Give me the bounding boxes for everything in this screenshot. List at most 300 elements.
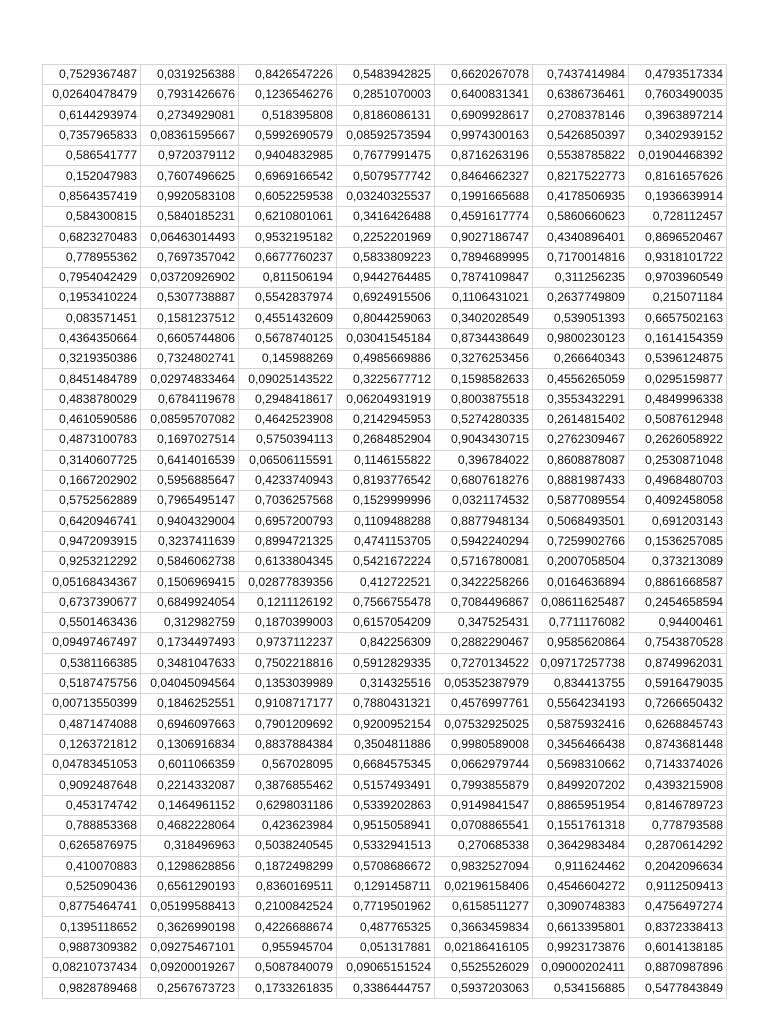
table-cell[interactable]: 0,7502218816 bbox=[239, 653, 337, 673]
table-cell[interactable]: 0,9920583108 bbox=[141, 186, 239, 206]
table-cell[interactable]: 0,8775464741 bbox=[43, 897, 141, 917]
table-cell[interactable]: 0,8044259063 bbox=[337, 308, 435, 328]
table-cell[interactable]: 0,8564357419 bbox=[43, 186, 141, 206]
table-cell[interactable]: 0,6784119678 bbox=[141, 389, 239, 409]
table-cell[interactable]: 0,5542837974 bbox=[239, 288, 337, 308]
table-cell[interactable]: 0,1870399003 bbox=[239, 613, 337, 633]
table-cell[interactable]: 0,1733261835 bbox=[239, 978, 337, 998]
table-cell[interactable]: 0,6386736461 bbox=[533, 85, 629, 105]
table-cell[interactable]: 0,2100842524 bbox=[239, 897, 337, 917]
table-cell[interactable]: 0,4226688674 bbox=[239, 917, 337, 937]
table-cell[interactable]: 0,4591617774 bbox=[435, 207, 533, 227]
table-cell[interactable]: 0,6268845743 bbox=[629, 714, 727, 734]
table-cell[interactable]: 0,2007058504 bbox=[533, 552, 629, 572]
table-cell[interactable]: 0,2882290467 bbox=[435, 633, 533, 653]
table-cell[interactable]: 0,347525431 bbox=[435, 613, 533, 633]
table-cell[interactable]: 0,08595707082 bbox=[141, 410, 239, 430]
table-cell[interactable]: 0,05199588413 bbox=[141, 897, 239, 917]
table-cell[interactable]: 0,5942240294 bbox=[435, 531, 533, 551]
table-cell[interactable]: 0,6807618276 bbox=[435, 470, 533, 490]
table-cell[interactable]: 0,5937203063 bbox=[435, 978, 533, 998]
table-cell[interactable]: 0,9404329004 bbox=[141, 511, 239, 531]
table-cell[interactable]: 0,8003875518 bbox=[435, 389, 533, 409]
table-cell[interactable]: 0,09000202411 bbox=[533, 958, 629, 978]
table-cell[interactable]: 0,2252201969 bbox=[337, 227, 435, 247]
table-cell[interactable]: 0,4756497274 bbox=[629, 897, 727, 917]
table-cell[interactable]: 0,5483942825 bbox=[337, 65, 435, 85]
table-cell[interactable]: 0,94400461 bbox=[629, 613, 727, 633]
table-cell[interactable]: 0,7894689995 bbox=[435, 247, 533, 267]
table-cell[interactable]: 0,4985669886 bbox=[337, 349, 435, 369]
table-cell[interactable]: 0,2454658594 bbox=[629, 592, 727, 612]
table-cell[interactable]: 0,788853368 bbox=[43, 815, 141, 835]
table-cell[interactable]: 0,04045094564 bbox=[141, 673, 239, 693]
table-cell[interactable]: 0,9112509413 bbox=[629, 876, 727, 896]
table-cell[interactable]: 0,08361595667 bbox=[141, 125, 239, 145]
table-cell[interactable]: 0,2684852904 bbox=[337, 430, 435, 450]
table-cell[interactable]: 0,1581237512 bbox=[141, 308, 239, 328]
table-cell[interactable]: 0,266640343 bbox=[533, 349, 629, 369]
table-cell[interactable]: 0,5079577742 bbox=[337, 166, 435, 186]
table-cell[interactable]: 0,8608878087 bbox=[533, 450, 629, 470]
table-cell[interactable]: 0,3963897214 bbox=[629, 105, 727, 125]
table-cell[interactable]: 0,3386444757 bbox=[337, 978, 435, 998]
table-cell[interactable]: 0,842256309 bbox=[337, 633, 435, 653]
table-cell[interactable]: 0,6052259538 bbox=[239, 186, 337, 206]
table-cell[interactable]: 0,9404832985 bbox=[239, 146, 337, 166]
table-cell[interactable]: 0,6957200793 bbox=[239, 511, 337, 531]
table-cell[interactable]: 0,6909928617 bbox=[435, 105, 533, 125]
table-cell[interactable]: 0,06204931919 bbox=[337, 389, 435, 409]
table-cell[interactable]: 0,5068493501 bbox=[533, 511, 629, 531]
table-cell[interactable]: 0,9720379112 bbox=[141, 146, 239, 166]
table-cell[interactable]: 0,314325516 bbox=[337, 673, 435, 693]
table-cell[interactable]: 0,6684575345 bbox=[337, 755, 435, 775]
table-cell[interactable]: 0,9974300163 bbox=[435, 125, 533, 145]
table-cell[interactable]: 0,01904468392 bbox=[629, 146, 727, 166]
table-cell[interactable]: 0,3219350386 bbox=[43, 349, 141, 369]
table-cell[interactable]: 0,811506194 bbox=[239, 267, 337, 287]
table-cell[interactable]: 0,5992690579 bbox=[239, 125, 337, 145]
table-cell[interactable]: 0,9832527094 bbox=[435, 856, 533, 876]
table-cell[interactable]: 0,9585620864 bbox=[533, 633, 629, 653]
table-cell[interactable]: 0,487765325 bbox=[337, 917, 435, 937]
table-cell[interactable]: 0,7993855879 bbox=[435, 775, 533, 795]
table-cell[interactable]: 0,6613395801 bbox=[533, 917, 629, 937]
table-cell[interactable]: 0,5525526029 bbox=[435, 958, 533, 978]
table-cell[interactable]: 0,8861668587 bbox=[629, 572, 727, 592]
table-cell[interactable]: 0,2142945953 bbox=[337, 410, 435, 430]
table-cell[interactable]: 0,5307738887 bbox=[141, 288, 239, 308]
table-cell[interactable]: 0,02877839356 bbox=[239, 572, 337, 592]
table-cell[interactable]: 0,9472093915 bbox=[43, 531, 141, 551]
table-cell[interactable]: 0,0662979744 bbox=[435, 755, 533, 775]
table-cell[interactable]: 0,8464662327 bbox=[435, 166, 533, 186]
table-cell[interactable]: 0,7084496867 bbox=[435, 592, 533, 612]
table-cell[interactable]: 0,3090748383 bbox=[533, 897, 629, 917]
table-cell[interactable]: 0,2637749809 bbox=[533, 288, 629, 308]
table-cell[interactable]: 0,5912829335 bbox=[337, 653, 435, 673]
table-cell[interactable]: 0,8994721325 bbox=[239, 531, 337, 551]
table-cell[interactable]: 0,09497467497 bbox=[43, 633, 141, 653]
table-cell[interactable]: 0,1395118652 bbox=[43, 917, 141, 937]
table-cell[interactable]: 0,8870987896 bbox=[629, 958, 727, 978]
table-cell[interactable]: 0,6011066359 bbox=[141, 755, 239, 775]
table-cell[interactable]: 0,3225677712 bbox=[337, 369, 435, 389]
table-cell[interactable]: 0,1551761318 bbox=[533, 815, 629, 835]
table-cell[interactable]: 0,6144293974 bbox=[43, 105, 141, 125]
table-cell[interactable]: 0,8749962031 bbox=[629, 653, 727, 673]
table-cell[interactable]: 0,145988269 bbox=[239, 349, 337, 369]
table-cell[interactable]: 0,7324802741 bbox=[141, 349, 239, 369]
table-cell[interactable]: 0,6133804345 bbox=[239, 552, 337, 572]
table-cell[interactable]: 0,4551432609 bbox=[239, 308, 337, 328]
table-cell[interactable]: 0,7566755478 bbox=[337, 592, 435, 612]
table-cell[interactable]: 0,8372338413 bbox=[629, 917, 727, 937]
table-cell[interactable]: 0,5698310662 bbox=[533, 755, 629, 775]
table-cell[interactable]: 0,7954042429 bbox=[43, 267, 141, 287]
table-cell[interactable]: 0,1598582633 bbox=[435, 369, 533, 389]
table-cell[interactable]: 0,396784022 bbox=[435, 450, 533, 470]
table-cell[interactable]: 0,0164636894 bbox=[533, 572, 629, 592]
table-cell[interactable]: 0,3140607725 bbox=[43, 450, 141, 470]
table-cell[interactable]: 0,1291458711 bbox=[337, 876, 435, 896]
table-cell[interactable]: 0,8696520467 bbox=[629, 227, 727, 247]
table-cell[interactable]: 0,2530871048 bbox=[629, 450, 727, 470]
table-cell[interactable]: 0,5860660623 bbox=[533, 207, 629, 227]
table-cell[interactable]: 0,5538785822 bbox=[533, 146, 629, 166]
table-cell[interactable]: 0,7259902766 bbox=[533, 531, 629, 551]
table-cell[interactable]: 0,6620267078 bbox=[435, 65, 533, 85]
table-cell[interactable]: 0,5426850397 bbox=[533, 125, 629, 145]
table-cell[interactable]: 0,4838780029 bbox=[43, 389, 141, 409]
table-cell[interactable]: 0,7543870528 bbox=[629, 633, 727, 653]
table-cell[interactable]: 0,08210737434 bbox=[43, 958, 141, 978]
table-cell[interactable]: 0,5274280335 bbox=[435, 410, 533, 430]
table-cell[interactable]: 0,8837884384 bbox=[239, 734, 337, 754]
table-cell[interactable]: 0,6657502163 bbox=[629, 308, 727, 328]
table-cell[interactable]: 0,9442764485 bbox=[337, 267, 435, 287]
table-cell[interactable]: 0,1353039989 bbox=[239, 673, 337, 693]
table-cell[interactable]: 0,3276253456 bbox=[435, 349, 533, 369]
table-cell[interactable]: 0,9980589008 bbox=[435, 734, 533, 754]
table-cell[interactable]: 0,4871474088 bbox=[43, 714, 141, 734]
table-cell[interactable]: 0,4741153705 bbox=[337, 531, 435, 551]
table-cell[interactable]: 0,2870614292 bbox=[629, 836, 727, 856]
table-cell[interactable]: 0,5501463436 bbox=[43, 613, 141, 633]
table-cell[interactable]: 0,7603490035 bbox=[629, 85, 727, 105]
table-cell[interactable]: 0,3456466438 bbox=[533, 734, 629, 754]
table-cell[interactable]: 0,534156885 bbox=[533, 978, 629, 998]
table-cell[interactable]: 0,9318101722 bbox=[629, 247, 727, 267]
table-cell[interactable]: 0,9703960549 bbox=[629, 267, 727, 287]
table-cell[interactable]: 0,3553432291 bbox=[533, 389, 629, 409]
table-cell[interactable]: 0,4546604272 bbox=[533, 876, 629, 896]
table-cell[interactable]: 0,06506115591 bbox=[239, 450, 337, 470]
table-cell[interactable]: 0,4968480703 bbox=[629, 470, 727, 490]
table-cell[interactable]: 0,5339202863 bbox=[337, 795, 435, 815]
table-cell[interactable]: 0,2214332087 bbox=[141, 775, 239, 795]
table-cell[interactable]: 0,09065151524 bbox=[337, 958, 435, 978]
table-cell[interactable]: 0,1109488288 bbox=[337, 511, 435, 531]
table-cell[interactable]: 0,5396124875 bbox=[629, 349, 727, 369]
table-cell[interactable]: 0,02974833464 bbox=[141, 369, 239, 389]
table-cell[interactable]: 0,412722521 bbox=[337, 572, 435, 592]
table-cell[interactable]: 0,567028095 bbox=[239, 755, 337, 775]
table-cell[interactable]: 0,8881987433 bbox=[533, 470, 629, 490]
table-cell[interactable]: 0,6265876975 bbox=[43, 836, 141, 856]
table-cell[interactable]: 0,3422258266 bbox=[435, 572, 533, 592]
table-cell[interactable]: 0,0321174532 bbox=[435, 491, 533, 511]
table-cell[interactable]: 0,06463014493 bbox=[141, 227, 239, 247]
table-cell[interactable]: 0,8451484789 bbox=[43, 369, 141, 389]
table-cell[interactable]: 0,9737112237 bbox=[239, 633, 337, 653]
table-cell[interactable]: 0,5833809223 bbox=[337, 247, 435, 267]
table-cell[interactable]: 0,5750394113 bbox=[239, 430, 337, 450]
table-cell[interactable]: 0,6605744806 bbox=[141, 328, 239, 348]
table-cell[interactable]: 0,5716780081 bbox=[435, 552, 533, 572]
table-cell[interactable]: 0,09200019267 bbox=[141, 958, 239, 978]
table-cell[interactable]: 0,7170014816 bbox=[533, 247, 629, 267]
table-cell[interactable]: 0,7931426676 bbox=[141, 85, 239, 105]
table-cell[interactable]: 0,9887309382 bbox=[43, 937, 141, 957]
table-cell[interactable]: 0,9253212292 bbox=[43, 552, 141, 572]
table-cell[interactable]: 0,04783451053 bbox=[43, 755, 141, 775]
table-cell[interactable]: 0,152047983 bbox=[43, 166, 141, 186]
table-cell[interactable]: 0,6849924054 bbox=[141, 592, 239, 612]
table-cell[interactable]: 0,1536257085 bbox=[629, 531, 727, 551]
table-cell[interactable]: 0,6946097663 bbox=[141, 714, 239, 734]
table-cell[interactable]: 0,9149841547 bbox=[435, 795, 533, 815]
table-cell[interactable]: 0,911624462 bbox=[533, 856, 629, 876]
table-cell[interactable]: 0,691203143 bbox=[629, 511, 727, 531]
table-cell[interactable]: 0,312982759 bbox=[141, 613, 239, 633]
table-cell[interactable]: 0,7880431321 bbox=[337, 694, 435, 714]
table-cell[interactable]: 0,6210801061 bbox=[239, 207, 337, 227]
table-cell[interactable]: 0,1211126192 bbox=[239, 592, 337, 612]
table-cell[interactable]: 0,1936639914 bbox=[629, 186, 727, 206]
table-cell[interactable]: 0,8186086131 bbox=[337, 105, 435, 125]
table-cell[interactable]: 0,5877089554 bbox=[533, 491, 629, 511]
table-cell[interactable]: 0,09275467101 bbox=[141, 937, 239, 957]
table-cell[interactable]: 0,7036257568 bbox=[239, 491, 337, 511]
table-cell[interactable]: 0,03720926902 bbox=[141, 267, 239, 287]
table-cell[interactable]: 0,03240325537 bbox=[337, 186, 435, 206]
table-cell[interactable]: 0,0319256388 bbox=[141, 65, 239, 85]
table-cell[interactable]: 0,3504811886 bbox=[337, 734, 435, 754]
table-cell[interactable]: 0,1146155822 bbox=[337, 450, 435, 470]
table-cell[interactable]: 0,3416426488 bbox=[337, 207, 435, 227]
table-cell[interactable]: 0,4793517334 bbox=[629, 65, 727, 85]
table-cell[interactable]: 0,318496963 bbox=[141, 836, 239, 856]
table-cell[interactable]: 0,07532925025 bbox=[435, 714, 533, 734]
table-cell[interactable]: 0,423623984 bbox=[239, 815, 337, 835]
table-cell[interactable]: 0,09025143522 bbox=[239, 369, 337, 389]
table-cell[interactable]: 0,778955362 bbox=[43, 247, 141, 267]
table-cell[interactable]: 0,5956885647 bbox=[141, 470, 239, 490]
table-cell[interactable]: 0,5381166385 bbox=[43, 653, 141, 673]
table-cell[interactable]: 0,02186416105 bbox=[435, 937, 533, 957]
table-cell[interactable]: 0,6420946741 bbox=[43, 511, 141, 531]
table-cell[interactable]: 0,1667202902 bbox=[43, 470, 141, 490]
table-cell[interactable]: 0,7529367487 bbox=[43, 65, 141, 85]
table-cell[interactable]: 0,2734929081 bbox=[141, 105, 239, 125]
table-cell[interactable]: 0,8426547226 bbox=[239, 65, 337, 85]
table-cell[interactable]: 0,05168434367 bbox=[43, 572, 141, 592]
table-cell[interactable]: 0,03041545184 bbox=[337, 328, 435, 348]
table-cell[interactable]: 0,8360169511 bbox=[239, 876, 337, 896]
table-cell[interactable]: 0,5875932416 bbox=[533, 714, 629, 734]
table-cell[interactable]: 0,5564234193 bbox=[533, 694, 629, 714]
table-cell[interactable]: 0,4642523908 bbox=[239, 410, 337, 430]
table-cell[interactable]: 0,7711176082 bbox=[533, 613, 629, 633]
table-cell[interactable]: 0,4178506935 bbox=[533, 186, 629, 206]
table-cell[interactable]: 0,373213089 bbox=[629, 552, 727, 572]
table-cell[interactable]: 0,8193776542 bbox=[337, 470, 435, 490]
table-cell[interactable]: 0,08592573594 bbox=[337, 125, 435, 145]
table-cell[interactable]: 0,3663459834 bbox=[435, 917, 533, 937]
table-cell[interactable]: 0,518395808 bbox=[239, 105, 337, 125]
table-cell[interactable]: 0,4393215908 bbox=[629, 775, 727, 795]
table-cell[interactable]: 0,2851070003 bbox=[337, 85, 435, 105]
table-cell[interactable]: 0,834413755 bbox=[533, 673, 629, 693]
table-cell[interactable]: 0,7874109847 bbox=[435, 267, 533, 287]
table-cell[interactable]: 0,1872498299 bbox=[239, 856, 337, 876]
table-cell[interactable]: 0,5187475756 bbox=[43, 673, 141, 693]
table-cell[interactable]: 0,4340896401 bbox=[533, 227, 629, 247]
table-cell[interactable]: 0,9092487648 bbox=[43, 775, 141, 795]
table-cell[interactable]: 0,3237411639 bbox=[141, 531, 239, 551]
table-cell[interactable]: 0,270685338 bbox=[435, 836, 533, 856]
table-cell[interactable]: 0,5840185231 bbox=[141, 207, 239, 227]
table-cell[interactable]: 0,3876855462 bbox=[239, 775, 337, 795]
table-cell[interactable]: 0,8877948134 bbox=[435, 511, 533, 531]
table-cell[interactable]: 0,2948418617 bbox=[239, 389, 337, 409]
table-cell[interactable]: 0,7901209692 bbox=[239, 714, 337, 734]
table-cell[interactable]: 0,3402028549 bbox=[435, 308, 533, 328]
table-cell[interactable]: 0,7357965833 bbox=[43, 125, 141, 145]
table-cell[interactable]: 0,6737390677 bbox=[43, 592, 141, 612]
table-cell[interactable]: 0,7677991475 bbox=[337, 146, 435, 166]
table-cell[interactable]: 0,5708686672 bbox=[337, 856, 435, 876]
table-cell[interactable]: 0,1263721812 bbox=[43, 734, 141, 754]
table-cell[interactable]: 0,2708378146 bbox=[533, 105, 629, 125]
table-cell[interactable]: 0,7266650432 bbox=[629, 694, 727, 714]
table-cell[interactable]: 0,5332941513 bbox=[337, 836, 435, 856]
table-cell[interactable]: 0,4610590586 bbox=[43, 410, 141, 430]
table-cell[interactable]: 0,539051393 bbox=[533, 308, 629, 328]
table-cell[interactable]: 0,7270134522 bbox=[435, 653, 533, 673]
table-cell[interactable]: 0,5477843849 bbox=[629, 978, 727, 998]
table-cell[interactable]: 0,3481047633 bbox=[141, 653, 239, 673]
table-cell[interactable]: 0,6561290193 bbox=[141, 876, 239, 896]
table-cell[interactable]: 0,4233740943 bbox=[239, 470, 337, 490]
table-cell[interactable]: 0,1734497493 bbox=[141, 633, 239, 653]
table-cell[interactable]: 0,955945704 bbox=[239, 937, 337, 957]
table-cell[interactable]: 0,9515058941 bbox=[337, 815, 435, 835]
table-cell[interactable]: 0,410070883 bbox=[43, 856, 141, 876]
table-cell[interactable]: 0,5087612948 bbox=[629, 410, 727, 430]
table-cell[interactable]: 0,8743681448 bbox=[629, 734, 727, 754]
table-cell[interactable]: 0,2042096634 bbox=[629, 856, 727, 876]
table-cell[interactable]: 0,6969166542 bbox=[239, 166, 337, 186]
table-cell[interactable]: 0,311256235 bbox=[533, 267, 629, 287]
table-cell[interactable]: 0,728112457 bbox=[629, 207, 727, 227]
table-cell[interactable]: 0,0708865541 bbox=[435, 815, 533, 835]
table-cell[interactable]: 0,3402939152 bbox=[629, 125, 727, 145]
table-cell[interactable]: 0,1697027514 bbox=[141, 430, 239, 450]
table-cell[interactable]: 0,6924915506 bbox=[337, 288, 435, 308]
table-cell[interactable]: 0,9108717177 bbox=[239, 694, 337, 714]
table-cell[interactable]: 0,1236546276 bbox=[239, 85, 337, 105]
table-cell[interactable]: 0,7719501962 bbox=[337, 897, 435, 917]
table-cell[interactable]: 0,4873100783 bbox=[43, 430, 141, 450]
table-cell[interactable]: 0,051317881 bbox=[337, 937, 435, 957]
table-cell[interactable]: 0,1846252551 bbox=[141, 694, 239, 714]
table-cell[interactable]: 0,8499207202 bbox=[533, 775, 629, 795]
table-cell[interactable]: 0,586541777 bbox=[43, 146, 141, 166]
table-cell[interactable]: 0,7143374026 bbox=[629, 755, 727, 775]
table-cell[interactable]: 0,2614815402 bbox=[533, 410, 629, 430]
table-cell[interactable]: 0,584300815 bbox=[43, 207, 141, 227]
table-cell[interactable]: 0,5038240545 bbox=[239, 836, 337, 856]
table-cell[interactable]: 0,6414016539 bbox=[141, 450, 239, 470]
table-cell[interactable]: 0,215071184 bbox=[629, 288, 727, 308]
table-cell[interactable]: 0,9532195182 bbox=[239, 227, 337, 247]
table-cell[interactable]: 0,8217522773 bbox=[533, 166, 629, 186]
table-cell[interactable]: 0,5087840079 bbox=[239, 958, 337, 978]
table-cell[interactable]: 0,1529999996 bbox=[337, 491, 435, 511]
table-cell[interactable]: 0,7697357042 bbox=[141, 247, 239, 267]
table-cell[interactable]: 0,00713550399 bbox=[43, 694, 141, 714]
table-cell[interactable]: 0,2626058922 bbox=[629, 430, 727, 450]
table-cell[interactable]: 0,453174742 bbox=[43, 795, 141, 815]
table-cell[interactable]: 0,6677760237 bbox=[239, 247, 337, 267]
table-cell[interactable]: 0,6823270483 bbox=[43, 227, 141, 247]
table-cell[interactable]: 0,5157493491 bbox=[337, 775, 435, 795]
table-cell[interactable]: 0,3642983484 bbox=[533, 836, 629, 856]
table-cell[interactable]: 0,1298628856 bbox=[141, 856, 239, 876]
table-cell[interactable]: 0,5752562889 bbox=[43, 491, 141, 511]
table-cell[interactable]: 0,4849996338 bbox=[629, 389, 727, 409]
table-cell[interactable]: 0,778793588 bbox=[629, 815, 727, 835]
table-cell[interactable]: 0,08611625487 bbox=[533, 592, 629, 612]
table-cell[interactable]: 0,3626990198 bbox=[141, 917, 239, 937]
table-cell[interactable]: 0,9043430715 bbox=[435, 430, 533, 450]
table-cell[interactable]: 0,9027186747 bbox=[435, 227, 533, 247]
table-cell[interactable]: 0,6298031186 bbox=[239, 795, 337, 815]
table-cell[interactable]: 0,9923173876 bbox=[533, 937, 629, 957]
table-cell[interactable]: 0,6400831341 bbox=[435, 85, 533, 105]
table-cell[interactable]: 0,1506969415 bbox=[141, 572, 239, 592]
table-cell[interactable]: 0,4682228064 bbox=[141, 815, 239, 835]
table-cell[interactable]: 0,083571451 bbox=[43, 308, 141, 328]
table-cell[interactable]: 0,5421672224 bbox=[337, 552, 435, 572]
table-cell[interactable]: 0,7607496625 bbox=[141, 166, 239, 186]
table-cell[interactable]: 0,9800230123 bbox=[533, 328, 629, 348]
table-cell[interactable]: 0,1106431021 bbox=[435, 288, 533, 308]
table-cell[interactable]: 0,9200952154 bbox=[337, 714, 435, 734]
table-cell[interactable]: 0,8161657626 bbox=[629, 166, 727, 186]
table-cell[interactable]: 0,4576997761 bbox=[435, 694, 533, 714]
table-cell[interactable]: 0,02640478479 bbox=[43, 85, 141, 105]
table-cell[interactable]: 0,6158511277 bbox=[435, 897, 533, 917]
table-cell[interactable]: 0,05352387979 bbox=[435, 673, 533, 693]
table-cell[interactable]: 0,9828789468 bbox=[43, 978, 141, 998]
table-cell[interactable]: 0,4092458058 bbox=[629, 491, 727, 511]
table-cell[interactable]: 0,8865951954 bbox=[533, 795, 629, 815]
table-cell[interactable]: 0,6157054209 bbox=[337, 613, 435, 633]
